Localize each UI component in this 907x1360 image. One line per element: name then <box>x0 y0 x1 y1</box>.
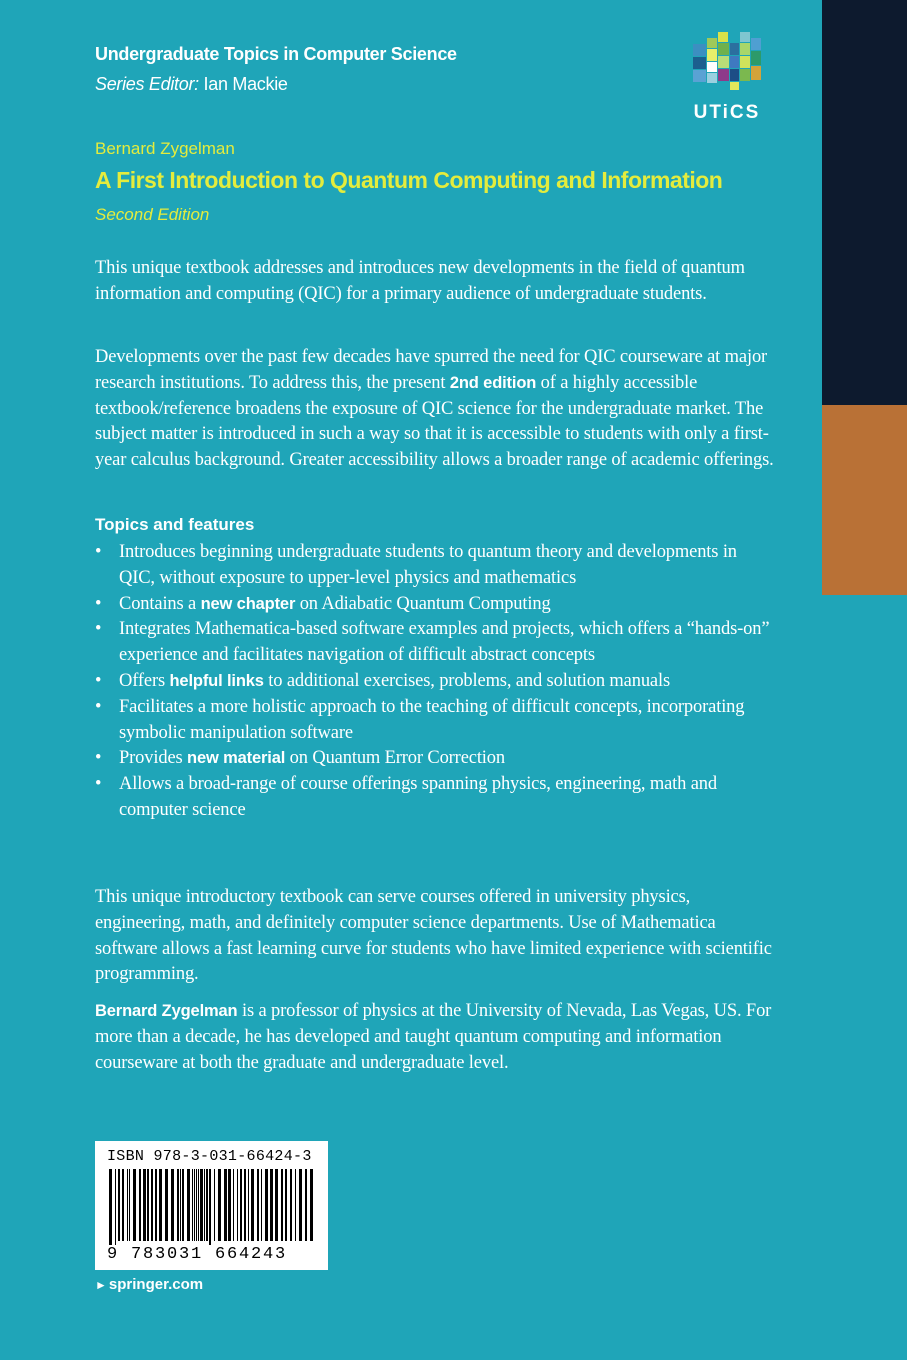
feature-text-post: on Adiabatic Quantum Computing <box>295 593 551 614</box>
barcode-bar <box>218 1169 221 1241</box>
barcode-bar <box>305 1169 307 1241</box>
feature-text: Contains a <box>119 593 201 614</box>
list-item <box>95 772 775 824</box>
barcode-bar <box>295 1169 296 1241</box>
barcode-bar <box>109 1169 112 1249</box>
barcode-bar <box>209 1169 211 1249</box>
publisher-link[interactable] <box>95 1276 203 1293</box>
list-item <box>95 540 775 592</box>
author-bio <box>95 999 775 1076</box>
feature-highlight: helpful links <box>169 671 264 690</box>
closing-paragraph: This unique introductory textbook can serve courses offered in university physics, engineering, math, and definitely computer science departments. Use of Mathematica software allows a fast learning curve for students who have limited experience with scientific programming. <box>95 887 772 985</box>
barcode-bar <box>198 1169 199 1241</box>
publisher-url: springer.com <box>108 1276 204 1293</box>
book-title: A First Introduction to Quantum Computing and Information <box>95 167 723 193</box>
utics-logo-text: UTiCS <box>693 102 761 123</box>
feature-highlight: new chapter <box>200 594 296 613</box>
barcode-bar <box>251 1169 254 1241</box>
arrow-right-icon: ► <box>95 1278 107 1292</box>
barcode-bar <box>200 1169 203 1241</box>
barcode-bar <box>139 1169 141 1241</box>
barcode-bar <box>196 1169 197 1241</box>
barcode-bar <box>281 1169 283 1241</box>
description-paragraph-1: This unique textbook addresses and introduces new developments in the field of quantum information and computing (QIC) for a primary audience of undergraduate students. <box>95 258 745 304</box>
feature-highlight: new material <box>187 749 286 768</box>
barcode-bar <box>180 1169 181 1241</box>
barcode-bar <box>133 1169 136 1241</box>
list-item <box>95 746 775 772</box>
barcode-bar <box>206 1169 208 1241</box>
author-bio-name: Bernard Zygelman <box>95 1002 238 1020</box>
barcode-box <box>95 1141 328 1270</box>
topics-heading: Topics and features <box>95 515 255 534</box>
feature-text-post: on Quantum Error Correction <box>285 748 505 769</box>
book-edition: Second Edition <box>95 205 210 224</box>
barcode-bar <box>224 1169 227 1241</box>
author-bio-text: is a professor of physics at the University of Nevada, Las Vegas, US. For more than a decade, he has developed and taught quantum computing and information courseware at both the graduate and undergraduate level. <box>95 1001 772 1073</box>
barcode-bar <box>257 1169 259 1241</box>
barcode-bar <box>187 1169 190 1241</box>
list-item <box>95 617 775 669</box>
features-list <box>95 540 775 824</box>
series-editor <box>95 74 288 95</box>
barcode-bar <box>155 1169 157 1241</box>
utics-logo-mosaic-icon <box>693 32 761 92</box>
barcode-bar <box>122 1169 124 1241</box>
barcode-bar <box>299 1169 302 1241</box>
bullet-icon: • <box>95 619 102 640</box>
barcode-bar <box>290 1169 292 1241</box>
description-paragraph-2-text-a: Developments over the past few decades have spurred the need for QIC courseware at major research institutions. To address this, the present <box>95 347 768 393</box>
description-paragraph-2-text-b: of a highly accessible textbook/reference broadens the exposure of QIC science for the undergraduate market. The subject matter is introduced in such a way so that it is accessible to students with only a first-year calculus background. Greater accessibility allows a broader range of academic offerings. <box>95 372 774 471</box>
barcode-bar <box>233 1169 234 1241</box>
barcode-bar <box>147 1169 149 1241</box>
bullet-icon: • <box>95 542 102 562</box>
spine-orange-band <box>822 405 907 595</box>
barcode-bar <box>118 1169 120 1241</box>
feature-text-post: to additional exercises, problems, and solution manuals <box>263 670 671 691</box>
barcode-bar <box>275 1169 278 1241</box>
feature-text: Provides <box>119 748 188 769</box>
barcode-bar <box>177 1169 179 1241</box>
barcode-bar <box>248 1169 249 1241</box>
barcode-bar <box>244 1169 246 1241</box>
book-author: Bernard Zygelman <box>95 139 235 158</box>
barcode-bar <box>159 1169 162 1241</box>
barcode-bar <box>143 1169 146 1241</box>
utics-logo <box>693 32 761 124</box>
bullet-icon: • <box>95 670 102 691</box>
feature-text: Offers <box>119 670 170 691</box>
bullet-icon: • <box>95 748 102 769</box>
barcode-bar <box>228 1169 231 1241</box>
bullet-icon: • <box>95 593 102 614</box>
series-title: Undergraduate Topics in Computer Science <box>95 44 457 64</box>
spine-dark-band <box>822 0 907 405</box>
barcode-bar <box>214 1169 215 1241</box>
feature-text: Allows a broad-range of course offerings spanning physics, engineering, math and computer science <box>119 774 717 820</box>
barcode-bar <box>115 1169 116 1249</box>
bullet-icon: • <box>95 774 102 795</box>
barcode-bar <box>151 1169 153 1241</box>
barcode-bar <box>270 1169 273 1241</box>
feature-text: Facilitates a more holistic approach to the teaching of difficult concepts, incorporating symbolic manipulation software <box>119 696 745 743</box>
barcode-bar <box>285 1169 287 1241</box>
isbn-label: ISBN 978-3-031-66424-3 <box>107 1148 312 1165</box>
barcode-bars <box>107 1169 317 1249</box>
list-item <box>95 669 775 695</box>
description-paragraph-2 <box>95 345 775 474</box>
barcode-bar <box>127 1169 128 1241</box>
series-editor-name: Ian Mackie <box>198 74 288 94</box>
feature-text: Integrates Mathematica-based software examples and projects, which offers a “hands-on” experience and facilitates navigation of difficult abstract concepts <box>119 619 770 666</box>
barcode-bar <box>165 1169 168 1241</box>
list-item <box>95 695 775 747</box>
edition-highlight: 2nd edition <box>449 373 537 392</box>
barcode-bar <box>265 1169 268 1241</box>
barcode-digits: 9 783031 664243 <box>107 1245 288 1264</box>
barcode-bar <box>240 1169 242 1241</box>
series-editor-label: Series Editor: <box>95 74 199 94</box>
feature-text: Introduces beginning undergraduate students to quantum theory and developments in QIC, without exposure to upper-level physics and mathematics <box>119 542 737 588</box>
barcode-bar <box>129 1169 130 1241</box>
barcode-bar <box>194 1169 195 1241</box>
barcode-bar <box>182 1169 184 1241</box>
barcode-bar <box>192 1169 193 1241</box>
list-item <box>95 592 775 618</box>
barcode-bar <box>237 1169 238 1241</box>
barcode-bar <box>261 1169 262 1241</box>
barcode-bar <box>310 1169 313 1241</box>
barcode-bar <box>204 1169 205 1241</box>
barcode-bar <box>171 1169 174 1241</box>
bullet-icon: • <box>95 696 102 717</box>
